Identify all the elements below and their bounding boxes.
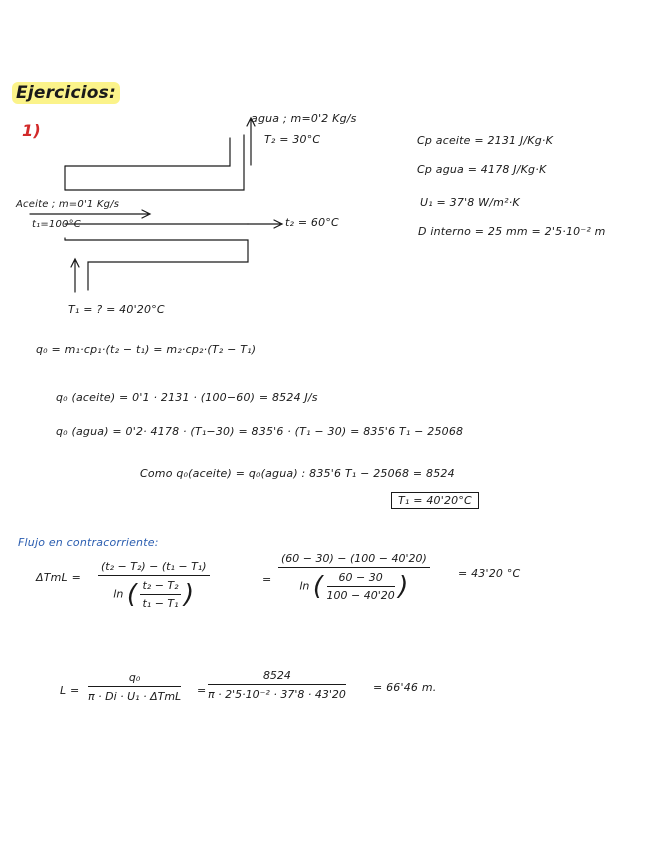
outer-tube-top (65, 138, 230, 166)
dtml-formula-fraction (98, 560, 210, 610)
outer-tube-bottom (65, 240, 248, 290)
water-out-arrow (247, 118, 255, 165)
ln-values-fraction (327, 571, 395, 602)
length-lhs: L = (60, 684, 80, 697)
length-result: = 66'46 m. (373, 681, 437, 694)
como-equation: Como q₀(aceite) = q₀(agua) : 835'6 T₁ − 25068 = 8524 (140, 467, 455, 480)
ln-values-numerator: 60 − 30 (327, 571, 395, 587)
balance-equation: q₀ = m₁·cp₁·(t₂ − t₁) = m₂·cp₂·(T₂ − T₁) (36, 343, 257, 356)
oil-temp-in: t₁=100°C (32, 219, 81, 230)
dtml-values-fraction (278, 552, 430, 602)
oil-temp-out: t₂ = 60°C (285, 216, 339, 229)
dtml-formula-denominator: ln ( $\frac{\text{t₂ − T₂}}{\text{t₁ − T₁}}$ ) (113, 579, 195, 610)
length-equals: = (197, 684, 207, 697)
dtml-lhs: ΔTmL = (36, 571, 82, 584)
dtml-result: = 43'20 °C (458, 567, 521, 580)
dtml-values-denominator: ln ( $\frac{60 - 30}{100 - 40'20}$ ) (299, 571, 409, 602)
q-oil-equation: q₀ (aceite) = 0'1 · 2131 · (100−60) = 8524 J/s (56, 391, 318, 404)
dtml-formula-numerator: (t₂ − T₂) − (t₁ − T₁) (98, 560, 210, 576)
heading: Ejercicios: (12, 82, 120, 104)
length-values-denominator: π · 2'5·10⁻² · 37'8 · 43'20 (208, 688, 346, 701)
u1-value: U₁ = 37'8 W/m²·K (420, 196, 520, 209)
ln-values-denominator: 100 − 40'20 (326, 589, 395, 602)
oil-out-arrow (248, 220, 282, 228)
ln-numerator: t₂ − T₂ (140, 579, 180, 595)
cp-oil: Cp aceite = 2131 J/Kg·K (417, 134, 554, 147)
ln-label: ln (113, 587, 124, 601)
water-temp-out: T₂ = 30°C (264, 133, 321, 146)
counterflow-title: Flujo en contracorriente: (18, 536, 159, 549)
result-box: T₁ = 40'20°C (391, 492, 479, 509)
exercise-number: 1) (22, 121, 41, 140)
length-formula-numerator: q₀ (88, 671, 181, 687)
dtml-equals: = (262, 573, 272, 586)
diameter-value: D interno = 25 mm = 2'5·10⁻² m (418, 225, 606, 238)
water-label: agua ; m=0'2 Kg/s (251, 112, 357, 125)
q-water-equation: q₀ (agua) = 0'2· 4178 · (T₁−30) = 835'6 · (T₁ − 30) = 835'6 T₁ − 25068 (56, 425, 464, 438)
ln-denominator: t₁ − T₁ (142, 597, 179, 610)
length-formula-fraction (88, 671, 181, 703)
water-temp-in: T₁ = ? = 40'20°C (68, 303, 165, 316)
oil-in-arrow (30, 210, 150, 218)
ln-label-2: ln (299, 579, 310, 593)
outer-tube-top-inner (65, 135, 244, 190)
cp-water: Cp agua = 4178 J/Kg·K (417, 163, 547, 176)
length-values-numerator: 8524 (208, 669, 346, 685)
water-in-arrow (71, 259, 79, 292)
dtml-values-numerator: (60 − 30) − (100 − 40'20) (278, 552, 430, 568)
oil-label: Aceite ; m=0'1 Kg/s (16, 199, 120, 210)
length-formula-denominator: π · Di · U₁ · ΔTmL (88, 690, 182, 703)
ln-fraction (140, 579, 180, 610)
length-values-fraction (208, 669, 346, 701)
